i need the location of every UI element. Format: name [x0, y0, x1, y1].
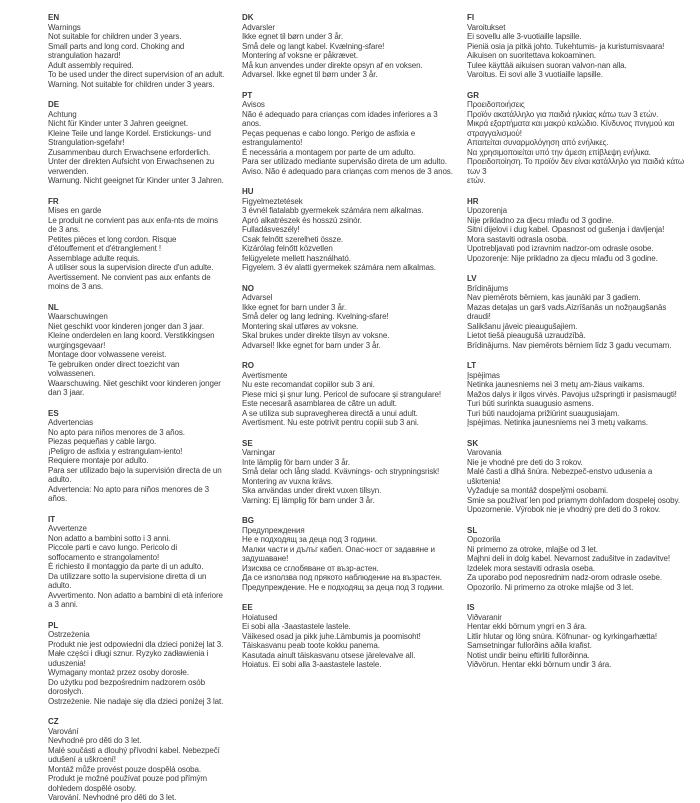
language-code-ES: ES	[48, 408, 59, 418]
warning-line: Advertencia: No apto para niños menores de 3 años.	[48, 484, 210, 503]
warning-line: Προϊόν ακατάλληλο για παιδιά ηλικίας κάτω των 3 ετών.	[467, 109, 659, 119]
warning-line: Petites pièces et long cordon. Risque	[48, 234, 177, 244]
warning-title: Avertismente	[242, 370, 288, 380]
warning-line: Produkt nie jest odpowiedni dla dzieci poniżej lat 3.	[48, 639, 224, 649]
warning-line: Turi būti naudojama prižiūrint suaugusiajam.	[467, 408, 620, 418]
warning-line: Kleine onderdelen en lang koord. Verstikkingsen wurgingsgevaar!	[48, 331, 215, 350]
warning-line: Small parts and long cord. Choking and strangulation hazard!	[48, 41, 185, 60]
warning-line: Upotrebljavati pod izravnim nadzor-om odrasle osobe.	[467, 244, 654, 253]
warning-line: Må kun anvendes under direkte opsyn af en voksen.	[242, 60, 423, 70]
warning-line: No apto para niños menores de 3 años.	[48, 427, 185, 437]
warning-line: Niet geschikt voor kinderen jonger dan 3 jaar.	[48, 321, 204, 331]
warning-line: Hoiatus. Ei sobi alla 3-aastastele lastele.	[242, 660, 382, 669]
language-section-SL	[467, 526, 686, 593]
warning-line: Avvertimento. Non adatto a bambini di età inferiore a 3 anni.	[48, 590, 223, 609]
warning-line: Izdelek mora sestaviti odrasla oseba.	[467, 563, 595, 573]
warning-line: Adult assembly required.	[48, 60, 134, 70]
warning-title: Upozorenja	[467, 206, 507, 215]
column-3	[467, 13, 700, 700]
warning-line: Nu este recomandat copiilor sub 3 ani.	[242, 380, 375, 389]
language-code-CZ: CZ	[48, 717, 59, 726]
warning-title: Varování	[48, 726, 79, 736]
warning-line: Not suitable for children under 3 years.	[48, 32, 182, 41]
warning-line: Montage door volwassene vereist.	[48, 350, 167, 359]
warning-line: στραγγαλισμού!	[467, 128, 522, 138]
language-section-IT	[48, 515, 228, 610]
warning-line: Предупреждение. Не е подходящ за деца под 3 години.	[242, 582, 444, 592]
language-code-NO: NO	[242, 283, 254, 293]
warning-line: Kasutada ainult täiskasvanu otsese järelevalve all.	[242, 650, 416, 660]
warning-line: Väikesed osad ja pikk juhe.Lämbumis ja poomisoht!	[242, 631, 421, 641]
warning-title: Hoiatused	[242, 612, 278, 622]
language-code-SL: SL	[467, 525, 478, 535]
warning-line: È richiesto il montaggio da parte di un adulto.	[48, 562, 204, 571]
column-1	[48, 13, 242, 802]
warning-title: Varoitukset	[467, 22, 506, 32]
warning-line: Figyelem. 3 év alatti gyermekek számára nem alkalmas.	[242, 263, 436, 272]
warning-title: Brīdinājums	[467, 283, 509, 293]
language-section-HU	[242, 187, 453, 273]
language-code-FR: FR	[48, 196, 59, 206]
warning-line: Προειδοποίηση. Το προϊόν δεν είναι κατάλληλο για παιδιά κάτω των 3	[467, 157, 685, 176]
warning-line: Mazas detaļas un garš vads.Aizrīšanās un nožņaugšanās draudi!	[467, 302, 667, 321]
warning-line: ¡Peligro de asfixia y estrangulam-iento!	[48, 446, 183, 456]
language-code-PL: PL	[48, 620, 59, 630]
warning-line: Samsetningar fullorðins aðila krafist.	[467, 641, 592, 650]
warning-line: Małe części i długi sznur. Ryzyko zadławienia i uduszenia!	[48, 649, 209, 668]
warning-title: Figyelmeztetések	[242, 196, 303, 206]
warning-line: Montering skal utføres av voksne.	[242, 321, 359, 331]
warning-title: Предупреждения	[242, 525, 305, 535]
warning-line: Malé součásti a dlouhý přívodní kabel. Nebezpečí udušení a uškrcení!	[48, 745, 220, 764]
language-code-IS: IS	[467, 603, 475, 612]
warning-title: Varningar	[242, 448, 276, 457]
warning-title: Opozorila	[467, 535, 501, 544]
language-section-RO	[242, 361, 453, 428]
language-section-BG	[242, 516, 453, 592]
warning-line: Peças pequenas e cabo longo. Perigo de asfixia e estrangulamento!	[242, 128, 416, 147]
language-code-EE: EE	[242, 603, 253, 612]
warning-line: Zusammenbau durch Erwachsene erforderlich.	[48, 147, 211, 157]
warning-line: Piccole parti e cavo lungo. Pericolo di	[48, 543, 178, 552]
warning-line: Do użytku pod bezpośrednim nadzorem osób dorosłych.	[48, 677, 205, 696]
language-code-EN: EN	[48, 13, 60, 22]
language-code-SK: SK	[467, 438, 479, 448]
warning-line: A se utiliza sub supravegherea directă a unui adult.	[242, 408, 418, 418]
warning-title: Προειδοποιήσεις	[467, 100, 525, 109]
warning-line: Hentar ekki börnum yngri en 3 ára.	[467, 622, 587, 631]
language-code-LT: LT	[467, 361, 477, 370]
warning-line: Waarschuwing. Niet geschikt voor kinderen jonger dan 3 jaar.	[48, 378, 221, 397]
language-section-FI	[467, 13, 686, 80]
warning-line: Varoitus. Ei sovi alle 3 vuotiaille lapsille.	[467, 70, 603, 79]
warning-line: Montáž může provést pouze dospělá osoba.	[48, 764, 201, 774]
warning-line: Nije prikladno za djecu mlađu od 3 godine.	[467, 215, 614, 225]
warning-line: Turi būti surinkta suaugusio asmens.	[467, 399, 594, 408]
warning-title: Avisos	[242, 100, 265, 109]
warning-line: Να χρησιμοποιείται υπό την άμεση επίβλεψη ενήλικα.	[467, 147, 651, 157]
warning-line: Opozorilo. Ni primerno za otroke mlajše od 3 let.	[467, 582, 634, 592]
warning-title: Advarsler	[242, 22, 275, 32]
warning-line: Assemblage adulte requis.	[48, 253, 140, 263]
warning-line: Ei sobi alla -3aastastele lastele.	[242, 622, 351, 631]
warning-line: Montering af voksne er påkrævet.	[242, 51, 358, 60]
language-section-LV	[467, 274, 686, 350]
warning-title: Warnings	[48, 22, 81, 32]
warning-line: Produkt je možné používat pouze pod přímým dohledem dospělé osoby.	[48, 774, 207, 793]
warning-line: Smie sa používať len pod priamym dohľadom dospelej osoby.	[467, 495, 680, 505]
warning-line: d'étouffement et d'étranglement !	[48, 244, 162, 253]
language-code-DK: DK	[242, 13, 254, 22]
warning-line: Nicht für Kinder unter 3 Jahren geeignet.	[48, 119, 188, 128]
warning-line: Įspėjimas. Netinka jaunesniems nei 3 metų vaikams.	[467, 418, 648, 427]
warning-line: Avertissement. Ne convient pas aux enfants de moins de 3 ans.	[48, 272, 211, 291]
language-section-EE	[242, 603, 453, 670]
language-section-ES	[48, 409, 228, 504]
language-section-HR	[467, 197, 686, 264]
warning-line: Kizárólag felnőtt közvetlen	[242, 244, 333, 253]
warning-line: Apró alkatrészek és hosszú zsinór.	[242, 215, 362, 225]
language-section-LT	[467, 361, 686, 428]
warning-line: Ska användas under direkt vuxen tillsyn.	[242, 486, 382, 495]
language-code-DE: DE	[48, 100, 60, 109]
language-section-PT	[242, 91, 453, 177]
warning-line: Le produit ne convient pas aux enfa-nts de moins de 3 ans.	[48, 215, 218, 234]
warning-line: Advarsel. Ikke egnet til børn under 3 år.	[242, 70, 378, 79]
warning-line: Unter der direkten Aufsicht von Erwachsenen zu verwenden.	[48, 157, 215, 176]
warning-line: Små dele og langt kabel. Kvælning-sfare!	[242, 41, 385, 51]
warning-line: Ikke egnet til børn under 3 år.	[242, 32, 343, 41]
language-code-HR: HR	[467, 196, 479, 206]
warning-line: Не е подходящ за деца под 3 години.	[242, 535, 378, 544]
warning-line: Montering av vuxna krävs.	[242, 476, 333, 486]
warning-line: Este necesară asamblarea de către un adult.	[242, 399, 397, 408]
warning-line: Изисква се сглобяване от възр-астен.	[242, 563, 379, 573]
warning-line: Non adatto a bambini sotto i 3 anni.	[48, 533, 171, 543]
warning-line: Requiere montaje por adulto.	[48, 456, 149, 465]
warning-line: Ikke egnet for barn under 3 år.	[242, 302, 347, 312]
warning-line: Malé časti a dlhá šnúra. Nebezpeč-enstvo udusenia a uškrtenia!	[467, 467, 653, 486]
warning-line: Brīdinājums. Nav piemērots bērniem līdz 3 gadu vecumam.	[467, 340, 672, 350]
language-section-DK	[242, 13, 453, 80]
language-section-FR	[48, 197, 228, 292]
language-code-NL: NL	[48, 302, 59, 312]
warning-line: To be used under the direct supervision of an adult.	[48, 70, 225, 79]
warning-line: Nevhodné pro děti do 3 let.	[48, 736, 142, 745]
warning-line: Mora sastaviti odrasla osoba.	[467, 234, 569, 244]
warning-title: Advarsel	[242, 293, 273, 302]
language-code-GR: GR	[467, 90, 479, 100]
warning-line: Para ser utilizado mediante supervisão direta de um adulto.	[242, 157, 447, 166]
language-code-BG: BG	[242, 516, 254, 525]
warning-line: Малки части и дълъг кабел. Опас-ност от задавяне и задушаване!	[242, 544, 435, 563]
warning-line: Skal brukes under direkte tilsyn av voksne.	[242, 331, 390, 340]
language-section-GR	[467, 91, 686, 186]
warning-line: Varning: Ej lämplig för barn under 3 år.	[242, 495, 375, 505]
warning-line: Nav piemērots bērniem, kas jaunāki par 3 gadiem.	[467, 293, 641, 302]
warning-line: Täiskasvanu peab toote kokku panema.	[242, 641, 380, 650]
warning-title: Waarschuwingen	[48, 312, 108, 321]
warning-line: Fulladásveszély!	[242, 225, 300, 234]
warning-title: Avvertenze	[48, 524, 87, 533]
warning-line: Warning. Not suitable for children under 3 years.	[48, 79, 215, 89]
language-section-NL	[48, 303, 228, 398]
warning-line: Wymagany montaż przez osoby dorosłe.	[48, 668, 189, 677]
warning-line: Notist undir beinu eftirliti fullorðinna.	[467, 650, 590, 660]
warning-line: Да се използва под прякото наблюдение на възрастен.	[242, 573, 442, 582]
language-code-RO: RO	[242, 361, 254, 370]
warning-title: Viðvaranir	[467, 612, 502, 622]
warning-line: Lietot tiešā pieaugušā uzraudzībā.	[467, 331, 586, 340]
language-code-HU: HU	[242, 187, 254, 196]
language-code-LV: LV	[467, 274, 477, 283]
warning-line: À utiliser sous la supervision directe d'un adulte.	[48, 263, 214, 272]
warning-line: Απαιτείται συναρμολόγηση από ενήλικες.	[467, 138, 609, 147]
warning-line: Majhni deli in dolg kabel. Nevarnost zadušitve in zadavitve!	[467, 554, 671, 563]
warning-line: Upozornenie. Výrobok nie je vhodný pre deti do 3 rokov.	[467, 505, 661, 514]
warning-line: Kleine Teile und lange Kordel. Erstickungs- und Strangulation-sgefahr!	[48, 128, 211, 147]
warning-line: Sitni dijelovi i dug kabel. Opasnost od gušenja i davljenja!	[467, 225, 665, 234]
warning-line: Vyžaduje sa montáž dospelými osobami.	[467, 486, 608, 495]
language-code-IT: IT	[48, 514, 56, 524]
language-code-SE: SE	[242, 438, 253, 448]
warning-line: felügyelete mellett használható.	[242, 253, 351, 263]
warning-line: Netinka jaunesniems nei 3 metų am-žiaus vaikams.	[467, 380, 645, 389]
warning-line: Mažos dalys ir ilgos virvės. Pavojus užspringti ir pasismaugti!	[467, 389, 677, 399]
warning-line: Tulee käyttää aikuisen suoran valvon-nan alla.	[467, 60, 627, 70]
warning-line: Ni primerno za otroke, mlajše od 3 let.	[467, 544, 598, 554]
warning-line: Warnung. Nicht geeignet für Kinder unter 3 Jahren.	[48, 176, 224, 185]
warning-line: Små delar och lång sladd. Kvävnings- och strypningsrisk!	[242, 467, 440, 476]
warning-line: ετών.	[467, 176, 486, 185]
warning-line: Te gebruiken onder direct toezicht van volwassenen.	[48, 359, 180, 378]
warning-line: 3 évnél fiatalabb gyermekek számára nem alkalmas.	[242, 206, 424, 215]
warning-line: Μικρά εξαρτήματα και μακρύ καλώδιο. Κίνδυνος πνιγμού και	[467, 119, 675, 128]
warning-title: Ostrzeżenia	[48, 630, 90, 639]
warning-title: Įspėjimas	[467, 370, 500, 380]
warning-line: Upozorenje: Nije prikladno za djecu mlađu od 3 godine.	[467, 253, 658, 263]
warning-line: Ei sovellu alle 3-vuotiaille lapsille.	[467, 32, 582, 41]
warning-line: Za uporabo pod neposrednim nadz-orom odrasle osebe.	[467, 573, 663, 582]
language-code-PT: PT	[242, 90, 253, 100]
warning-line: Avertisment. Nu este potrivit pentru copiii sub 3 ani.	[242, 418, 419, 427]
warning-title: Advertencias	[48, 418, 94, 427]
warning-line: Ostrzeżenie. Nie nadaje się dla dzieci poniżej 3 lat.	[48, 696, 224, 706]
warning-line: Piese mici și șnur lung. Pericol de sufocare și strangulare!	[242, 389, 441, 399]
warning-line: soffocamento e strangolamento!	[48, 552, 160, 562]
column-2	[242, 13, 467, 700]
warning-line: Pieniä osia ja pitkä johto. Tukehtumis- ja kuristumisvaara!	[467, 41, 665, 51]
warning-line: Não é adequado para crianças com idades inferiores a 3 anos.	[242, 109, 438, 128]
language-section-IS	[467, 603, 686, 670]
warning-line: Para ser utilizado bajo la supervisión directa de un adulto.	[48, 465, 222, 484]
language-section-SE	[242, 439, 453, 506]
warning-line: Aikuisen on suoritettava kokoaminen.	[467, 51, 596, 60]
warning-line: Varování. Nevhodné pro děti do 3 let.	[48, 793, 177, 802]
warning-line: Små deler og lang ledning. Kvelning-sfare!	[242, 312, 389, 321]
warning-line: É necessária a montagem por parte de um adulto.	[242, 147, 416, 157]
warning-line: Aviso. Não é adequado para crianças com menos de 3 anos.	[242, 166, 453, 176]
warning-line: Advarsel! Ikke egnet for barn under 3 år.	[242, 340, 381, 350]
language-section-DE	[48, 100, 228, 186]
warning-line: Nie je vhodné pre deti do 3 rokov.	[467, 457, 583, 467]
warning-line: Inte lämplig för barn under 3 år.	[242, 457, 350, 467]
warning-line: Salikšanu jāveic pieaugušajiem.	[467, 321, 578, 331]
language-section-CZ	[48, 717, 228, 803]
warning-line: Csak felnőtt szerelheti össze.	[242, 234, 344, 244]
warning-line: Da utilizzare sotto la supervisione diretta di un adulto.	[48, 571, 207, 590]
warning-line: Viðvörun. Hentar ekki börnum undir 3 ára.	[467, 660, 612, 669]
language-section-SK	[467, 439, 686, 515]
language-code-FI: FI	[467, 13, 475, 22]
warning-title: Mises en garde	[48, 206, 102, 215]
warning-line: Piezas pequeñas y cable largo.	[48, 437, 157, 446]
language-section-PL	[48, 621, 228, 707]
warning-line: Litlir hlutar og löng snúra. Köfnunar- og kyrkingarhætta!	[467, 631, 657, 641]
warning-title: Achtung	[48, 109, 77, 119]
language-section-NO	[242, 284, 453, 351]
warning-title: Varovania	[467, 448, 502, 457]
language-section-EN	[48, 13, 228, 89]
